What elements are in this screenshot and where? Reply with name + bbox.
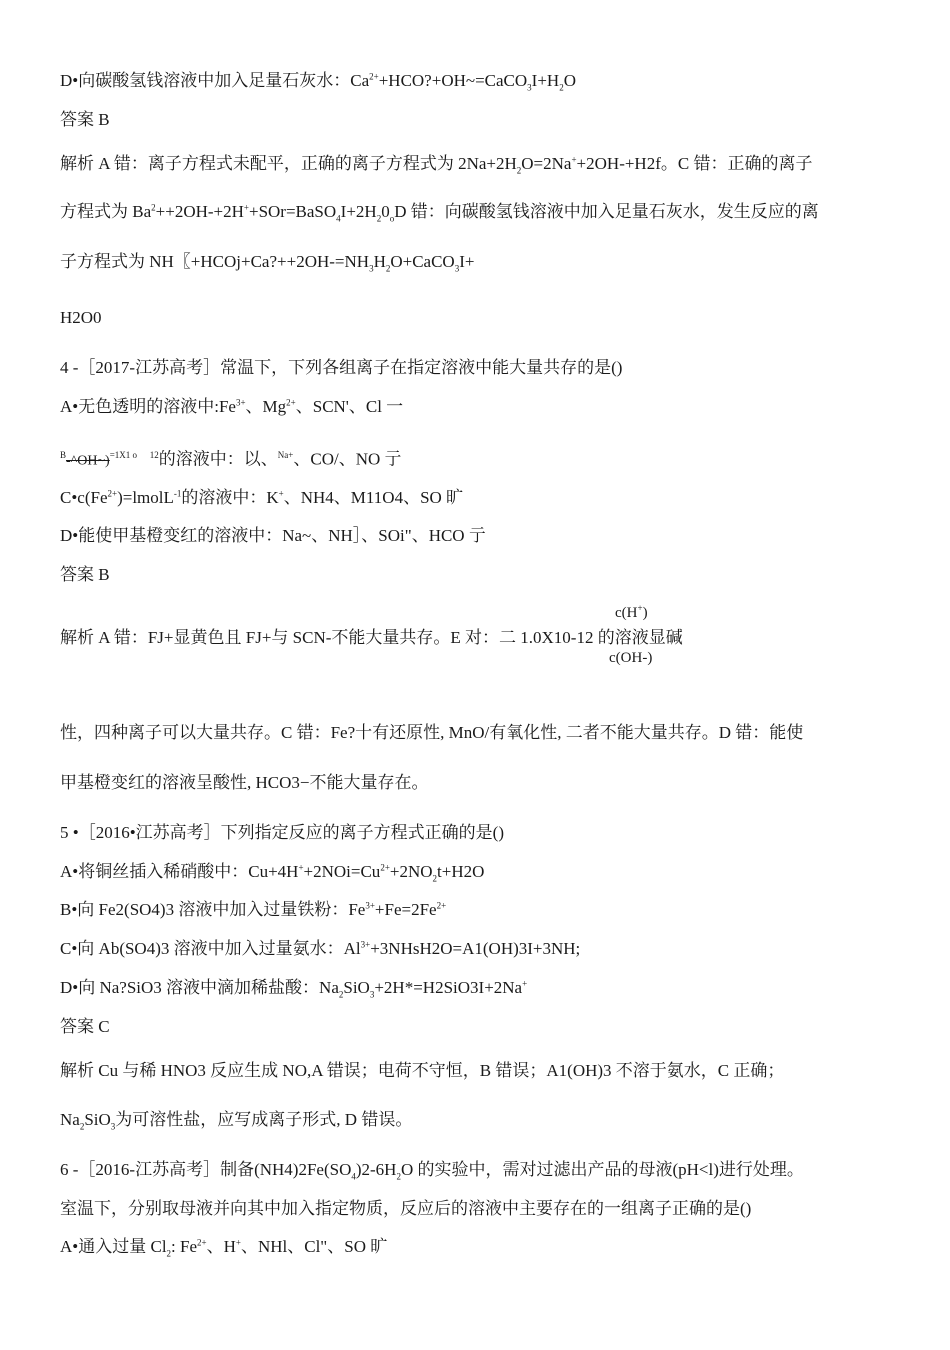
q4-analysis-line-1: 解析 A 错：FJ+显黄色且 FJ+与 SCN-不能大量共存。E 对：二 1.0X10-12 的溶液显碱: [60, 628, 683, 647]
q4-analysis-line-2: 性，四种离子可以大量共存。C 错：Fe?十有还原性, MnO/有氧化性, 二者不能大量共存。D 错：能使: [60, 723, 804, 742]
q3-answer: 答案 B: [60, 110, 110, 129]
q3-analysis-line-3: 子方程式为 NH〖$+HCOj+Ca?++2OH-=NH_3H_2O+CaCO_3I+$: [60, 252, 475, 274]
q4-stem: 4 -［2017-江苏高考］常温下，下列各组离子在指定溶液中能大量共存的是(): [60, 358, 623, 377]
fraction-denominator: c(OH-): [609, 650, 653, 666]
q3-analysis-line-4: H2O0: [60, 308, 102, 327]
q5-analysis-line-2: $Na_2SiO_3$为可溶性盐，应写成离子形式, D 错误。: [60, 1110, 413, 1132]
q6-stem-line-1: 6 -［2016-江苏高考］制备$(NH4)2Fe(SO_4)2-6H_2O$ 的实验中，需对过滤出产品的母液(pH<l)进行处理。: [60, 1160, 804, 1182]
q5-answer: 答案 C: [60, 1017, 110, 1036]
q4-answer: 答案 B: [60, 565, 110, 584]
q6-stem-line-2: 室温下，分别取母液并向其中加入指定物质，反应后的溶液中主要存在的一组离子正确的是(): [60, 1199, 752, 1218]
q5-analysis-line-1: 解析 Cu 与稀 HNO3 反应生成 NO,A 错误；电荷不守恒，B 错误；A1(OH)3 不溶于氨水，C 正确；: [60, 1061, 785, 1080]
q5-option-a: A•将铜丝插入稀硝酸中：$Cu+4H^++2NOi=Cu^{2+}+2NO_2t+H2O$: [60, 862, 485, 884]
q6-option-a: A•通入过量 $Cl_2$: $Fe^{2+}$、H+、NHl、Cl"、SO 旷: [60, 1237, 388, 1259]
q5-stem: 5 •［2016•江苏高考］下列指定反应的离子方程式正确的是(): [60, 823, 504, 842]
q3-analysis-line-2: 方程式为 $Ba^2++2OH-+2H^++SOr=BaSO_4I+2H_20_oD$ 错：向碳酸氢钱溶液中加入足量石灰水，发生反应的离: [60, 202, 819, 224]
q4-option-b: $^B$-^OH~)$^{=1X1 o}$ $^{12}$的溶液中：以、$^{Na+}$、CO/、NO 亍: [60, 449, 402, 469]
q4-analysis-line-3: 甲基橙变红的溶液呈酸性, HCO3−不能大量存在。: [60, 773, 429, 792]
q3-option-d: D•向碳酸氢钱溶液中加入足量石灰水：$Ca^{2+}+HCO?+OH\sim=CaCO_3I+H_2O$: [60, 71, 576, 93]
q4-option-d: D•能使甲基橙变红的溶液中：Na~、NH］、SOi"、HCO 亍: [60, 526, 486, 545]
q5-option-b: B•向 Fe2(SO4)3 溶液中加入过量铁粉：$Fe^{3+}+Fe=2Fe^{2+}$: [60, 900, 447, 919]
q4-option-c: $C•c(Fe^{2+})=lmolL^{-1}$的溶液中：K+、NH4、M11O4、SO 旷: [60, 488, 464, 507]
q5-option-c: C•向 Ab(SO4)3 溶液中加入过量氨水：$Al^{3+}+3NHsH2O=A1(OH)3I+3NH$;: [60, 939, 581, 958]
q4-option-a: A•无色透明的溶液中$:Fe^{3+}$、$Mg^{2+}$、SCN'、Cl 一: [60, 397, 404, 416]
q3-analysis-line-1: 解析 A 错：离子方程式未配平，正确的离子方程式为 $2Na+2H_2O=2Na^++2OH-+H2f$。C 错：正确的离子: [60, 154, 813, 176]
q5-option-d: D•向 Na?SiO3 溶液中滴加稀盐酸：$Na_2SiO_3+2H*=H2SiO3I+2Na^+$: [60, 978, 528, 1000]
fraction-numerator: c(H+): [615, 603, 648, 621]
